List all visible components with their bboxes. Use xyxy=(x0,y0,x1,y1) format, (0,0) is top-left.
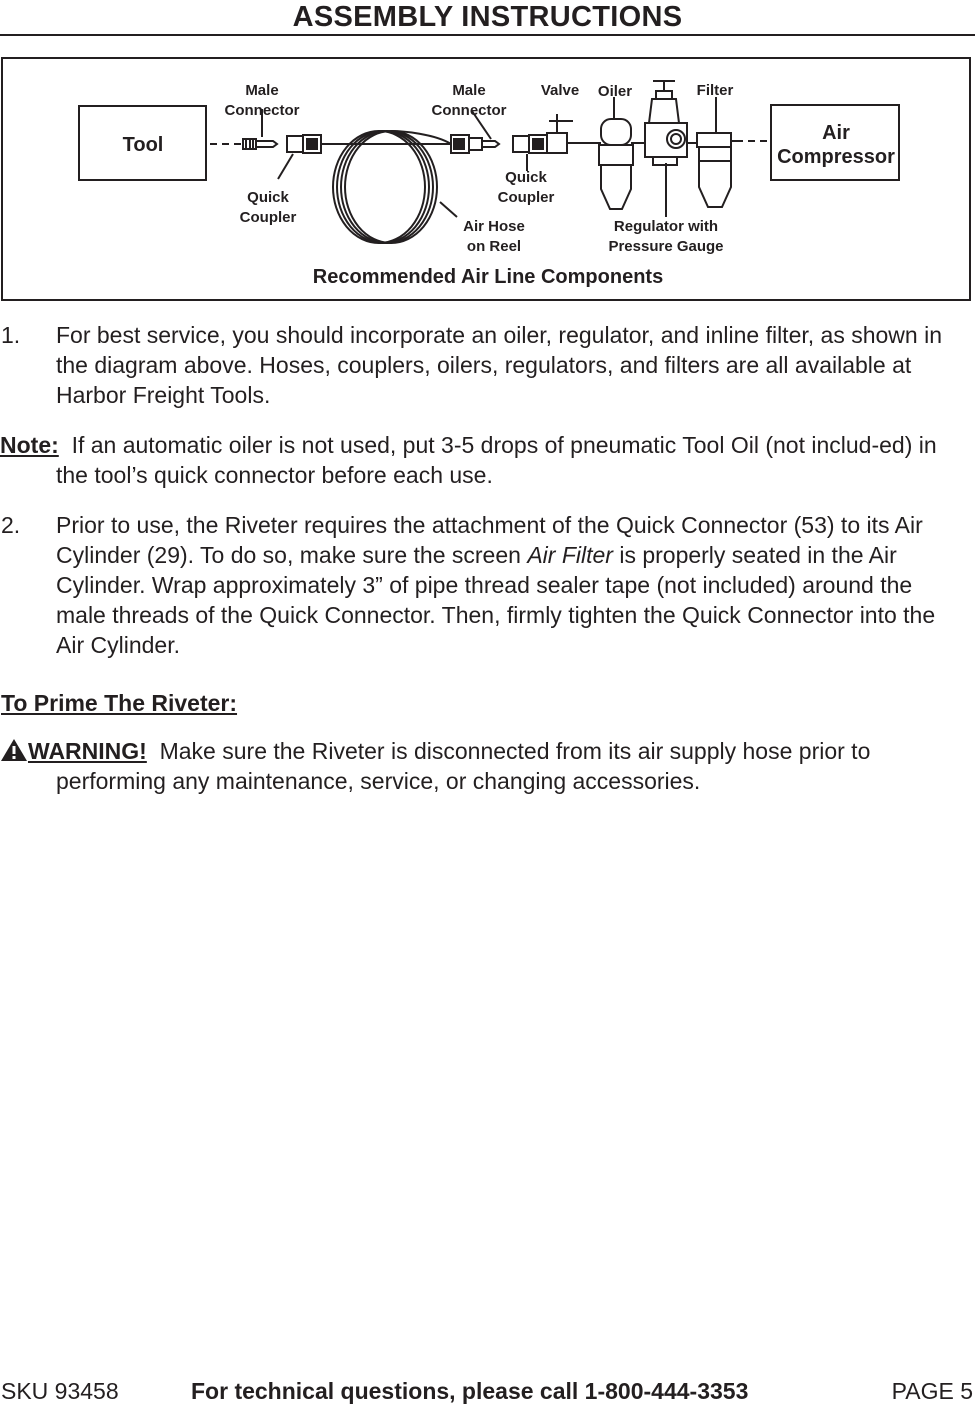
footer-sku: SKU 93458 xyxy=(1,1378,119,1404)
valve xyxy=(529,114,601,153)
step-2-text xyxy=(56,510,968,660)
air-hose-reel xyxy=(333,131,451,243)
note xyxy=(0,430,968,490)
quick-coupler-1-label-1: Quick xyxy=(247,189,289,206)
warning-text: Make sure the Riveter is disconnected from its air supply hose prior to performing any maintenance, service, or changing accessories. xyxy=(56,738,871,794)
air-line-diagram-svg xyxy=(3,59,969,299)
filter-label: Filter xyxy=(696,82,734,99)
air-hose-label-1: Air Hose xyxy=(463,218,525,235)
regulator-label-1: Regulator with xyxy=(613,218,719,235)
step-1-number: 1. xyxy=(1,322,21,348)
male-connector-2-label-1: Male xyxy=(452,82,486,99)
filter xyxy=(697,133,736,207)
note-text: If an automatic oiler is not used, put 3-5 drops of pneumatic Tool Oil (not includ-ed) in the tool’s quick connector before each use. xyxy=(56,432,937,488)
warning-label: WARNING! xyxy=(28,738,147,764)
air-compressor-label-1: Air xyxy=(822,122,850,144)
quick-coupler-1 xyxy=(287,135,321,153)
warning xyxy=(0,736,968,796)
diagram-caption: Recommended Air Line Components xyxy=(312,266,664,288)
step-2-text-part-2: is properly seated in the Air Cylinder. Wrap approximately 3” of pipe thread sealer tape (not included) around the male threads of the Quick Connector. Then, firmly tighten the Quick Connector into the Air Cylinder. xyxy=(56,542,936,658)
step-2-number: 2. xyxy=(1,512,21,538)
oiler-label: Oiler xyxy=(597,83,633,100)
regulator-label-2: Pressure Gauge xyxy=(608,238,724,255)
male-connector-1-label-2: Connector xyxy=(224,102,300,119)
quick-coupler-1-label-2: Coupler xyxy=(239,209,297,226)
tool-label: Tool xyxy=(122,134,164,156)
quick-coupler-2-label-1: Quick xyxy=(505,169,547,186)
valve-label: Valve xyxy=(540,82,580,99)
air-compressor-label-2: Compressor xyxy=(777,146,895,168)
step-1-text: For best service, you should incorporate an oiler, regulator, and inline filter, as shown in the diagram above. Hoses, couplers, oilers, regulators, and filters are all available at Harbor Freight Tools. xyxy=(56,322,942,408)
step-2-text-part-1: Prior to use, the Riveter requires the attachment of the Quick Connector (53) to its Air Cylinder (29). To do so, make sure the screen xyxy=(56,512,923,568)
male-connector-2-label-2: Connector xyxy=(431,102,507,119)
footer-tech-support: For technical questions, please call 1-800-444-3353 xyxy=(191,1378,749,1404)
quick-coupler-2-label-2: Coupler xyxy=(497,189,555,206)
warning-icon xyxy=(0,738,28,762)
male-connector-1-label-1: Male xyxy=(245,82,279,99)
prime-heading: To Prime The Riveter: xyxy=(1,690,238,716)
note-label: Note: xyxy=(0,432,59,458)
page-title: ASSEMBLY INSTRUCTIONS xyxy=(0,0,975,36)
step-2-text-italic: Air Filter xyxy=(527,542,613,568)
footer-page-number: PAGE 5 xyxy=(891,1378,973,1404)
male-connector-1 xyxy=(243,139,277,149)
oiler xyxy=(599,119,645,209)
quick-coupler-2 xyxy=(451,135,482,153)
footer xyxy=(0,1376,975,1406)
air-hose-label-2: on Reel xyxy=(466,238,522,255)
air-line-diagram xyxy=(1,57,971,301)
regulator xyxy=(645,81,697,165)
male-connector-2 xyxy=(482,136,529,152)
